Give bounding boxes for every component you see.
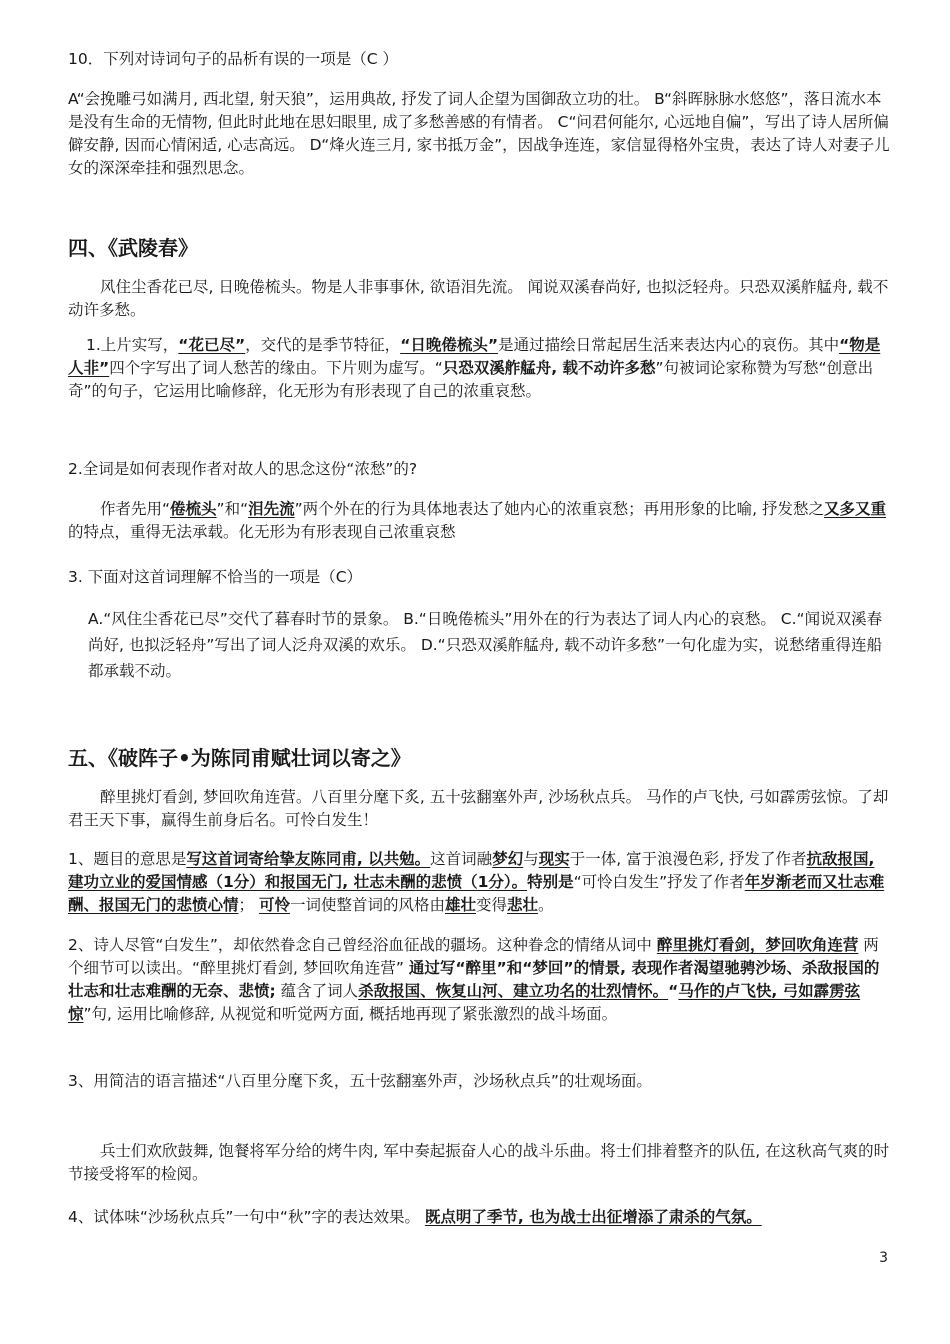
s4-q2-text: 作者先用“: [100, 500, 171, 518]
s5-q1-text: 一词使整首词的风格由: [289, 896, 445, 914]
s4-q2-stem: 2.全词是如何表现作者对故人的思念这份“浓愁”的?: [68, 460, 418, 478]
s5-q1-text: 变得: [476, 896, 508, 914]
s4-q1-answer: “物是人非”: [68, 336, 881, 377]
s5-q2-key: 通过写“醉里”和“梦回”的情景, 表现作者渴望驰骋沙场、杀敌报国的壮志和壮志难酬的无奈、悲愤;: [68, 959, 880, 1000]
s5-q2-key: 杀敌报国、恢复山河、建立功名的壮烈情怀。: [358, 982, 669, 1000]
s5-q1: [68, 848, 890, 917]
s5-q2-text: 蕴含了词人: [275, 982, 359, 1000]
section4-poem: 风住尘香花已尽, 日晚倦梳头。物是人非事事休, 欲语泪先流。 闻说双溪春尚好, 也拟泛轻舟。只恐双溪舴艋舟, 载不动许多愁。: [68, 278, 889, 319]
s5-q4: [68, 1206, 890, 1229]
s4-q1-answer: “花已尽”: [178, 336, 246, 354]
s4-q1: [68, 334, 890, 403]
s5-q1-text: ；: [238, 896, 259, 914]
s5-q3-stem: 3、用简洁的语言描述“八百里分麾下炙，五十弦翻塞外声，沙场秋点兵”的壮观场面。: [68, 1072, 652, 1090]
s5-q1-key: 年岁渐老而又壮志难酬、报国无门的悲愤心情: [68, 873, 885, 914]
section4-title: 四、《武陵春》: [68, 236, 198, 260]
s5-q1-key: 悲壮: [507, 896, 539, 914]
s4-q2-answer: [68, 498, 890, 544]
s5-q1-text: 1、题目的意思是: [68, 850, 187, 868]
s5-q1-key: 特别是: [527, 873, 574, 891]
s5-q3-answer: 兵士们欢欣鼓舞, 饱餐将军分给的烤牛肉, 军中奏起振奋人心的战斗乐曲。将士们排着整齐的队伍, 在这秋高气爽的时节接受将军的检阅。: [68, 1142, 890, 1183]
s4-q2-text: ”两个外在的行为具体地表达了她内心的浓重哀愁；再用形象的比喻, 抒发愁之: [294, 500, 825, 518]
s5-q1-key: 抗敌报国, 建功立业的爱国情感（1分）和报国无门, 壮志未酬的悲愤（1分）。: [68, 850, 875, 891]
s4-q2-key: 倦梳头: [170, 500, 217, 518]
s4-q1-text: ，交代的是季节特征，: [245, 336, 401, 354]
s5-q1-key: 雄壮: [444, 896, 476, 914]
s5-q1-text: 。: [538, 896, 554, 914]
q10-stem: 10．下列对诗词句子的品析有误的一项是（C ）: [68, 50, 398, 68]
s4-q3-stem: 3. 下面对这首词理解不恰当的一项是（C）: [68, 568, 363, 586]
s4-q3-options: A.“风住尘香花已尽”交代了暮春时节的景象。 B.“日晚倦梳头”用外在的行为表达了词人内心的哀愁。 C.“闻说双溪春尚好, 也拟泛轻舟”写出了词人泛舟双溪的欢乐。 D.“只恐双溪舴艋舟, 载不动许多愁”一句化虚为实，说愁绪重得连船都承载不动。: [88, 610, 883, 680]
s4-q2-key: 泪先流: [248, 500, 295, 518]
s4-q1-text: 四个字写出了词人愁苦的缘由。下片则为虚写。“: [109, 359, 443, 377]
s5-q2-text: 2、诗人尽管“白发生”，却依然眷念自己曾经浴血征战的疆场。这种眷念的情绪从词中: [68, 936, 657, 954]
s5-q2-text: 两个细节可以读出。“醉里挑灯看剑, 梦回吹角连营”: [68, 936, 879, 977]
s5-q2-text: ”句, 运用比喻修辞, 从视觉和听觉两方面, 概括地再现了紧张激烈的战斗场面。: [83, 1005, 618, 1023]
s4-q1-text: 是通过描绘日常起居生活来表达内心的哀伤。其中: [498, 336, 840, 354]
s5-q1-key: 梦幻: [492, 850, 524, 868]
s5-q4-answer: 既点明了季节, 也为战士出征增添了肃杀的气氛。: [424, 1208, 762, 1226]
page-number: 3: [879, 1250, 888, 1266]
s5-q1-text: 于一体, 富于浪漫色彩, 抒发了作者: [569, 850, 807, 868]
q10-options: A“会挽雕弓如满月, 西北望, 射天狼”，运用典故, 抒发了词人企望为国御敌立功的壮。 B“斜晖脉脉水悠悠”，落日流水本是没有生命的无情物, 但此时此地在思妇眼里, 成了多愁善感的有情者。 C“问君何能尔, 心远地自偏”，写出了诗人居所偏僻安静, 因而心情闲适, 心志高远。 D“烽火连三月, 家书抵万金”，因战争连连，家信显得格外宝贵，表达了诗人对妻子儿女的深深牵挂和强烈思念。: [68, 90, 890, 177]
s5-q1-text: “可怜白发生”抒发了作者: [573, 873, 745, 891]
s4-q1-text: 1.上片实写，: [86, 336, 179, 354]
s5-q4-text: 4、试体味“沙场秋点兵”一句中“秋”字的表达效果。: [68, 1208, 425, 1226]
s4-q2-text: ”和“: [216, 500, 249, 518]
s5-q1-key: 可怜: [258, 896, 290, 914]
section5-poem: 醉里挑灯看剑, 梦回吹角连营。八百里分麾下炙, 五十弦翻塞外声, 沙场秋点兵。 马作的卢飞快, 弓如霹雳弦惊。了却君王天下事，赢得生前身后名。可怜白发生！: [68, 788, 889, 829]
s4-q2-key: 又多又重: [824, 500, 887, 518]
s4-q1-text: ”句被词论家称赞为写愁“创意出奇”的句子，它运用比喻修辞，化无形为有形表现了自己的浓重哀愁。: [68, 359, 874, 400]
s5-q2-key: 马作的卢飞快, 弓如霹雳弦惊: [68, 982, 861, 1023]
s5-q2-key: 醉里挑灯看剑，梦回吹角连营: [656, 936, 859, 954]
section5-title: 五、《破阵子•为陈同甫赋壮词以寄之》: [68, 746, 411, 770]
s5-q2: [68, 934, 890, 1026]
s4-q1-answer: “日晚倦梳头”: [400, 336, 499, 354]
s4-q1-answer: 只恐双溪舴艋舟, 载不动许多愁: [442, 359, 656, 377]
s5-q1-key: 写这首词寄给挚友陈同甫, 以共勉。: [186, 850, 431, 868]
s5-q1-text: 与: [523, 850, 539, 868]
s5-q1-text: 这首词融: [430, 850, 493, 868]
s5-q2-text: “: [668, 982, 679, 1000]
s5-q1-key: 现实: [538, 850, 570, 868]
s4-q2-text: 的特点，重得无法承载。化无形为有形表现自己浓重哀愁: [68, 523, 456, 541]
